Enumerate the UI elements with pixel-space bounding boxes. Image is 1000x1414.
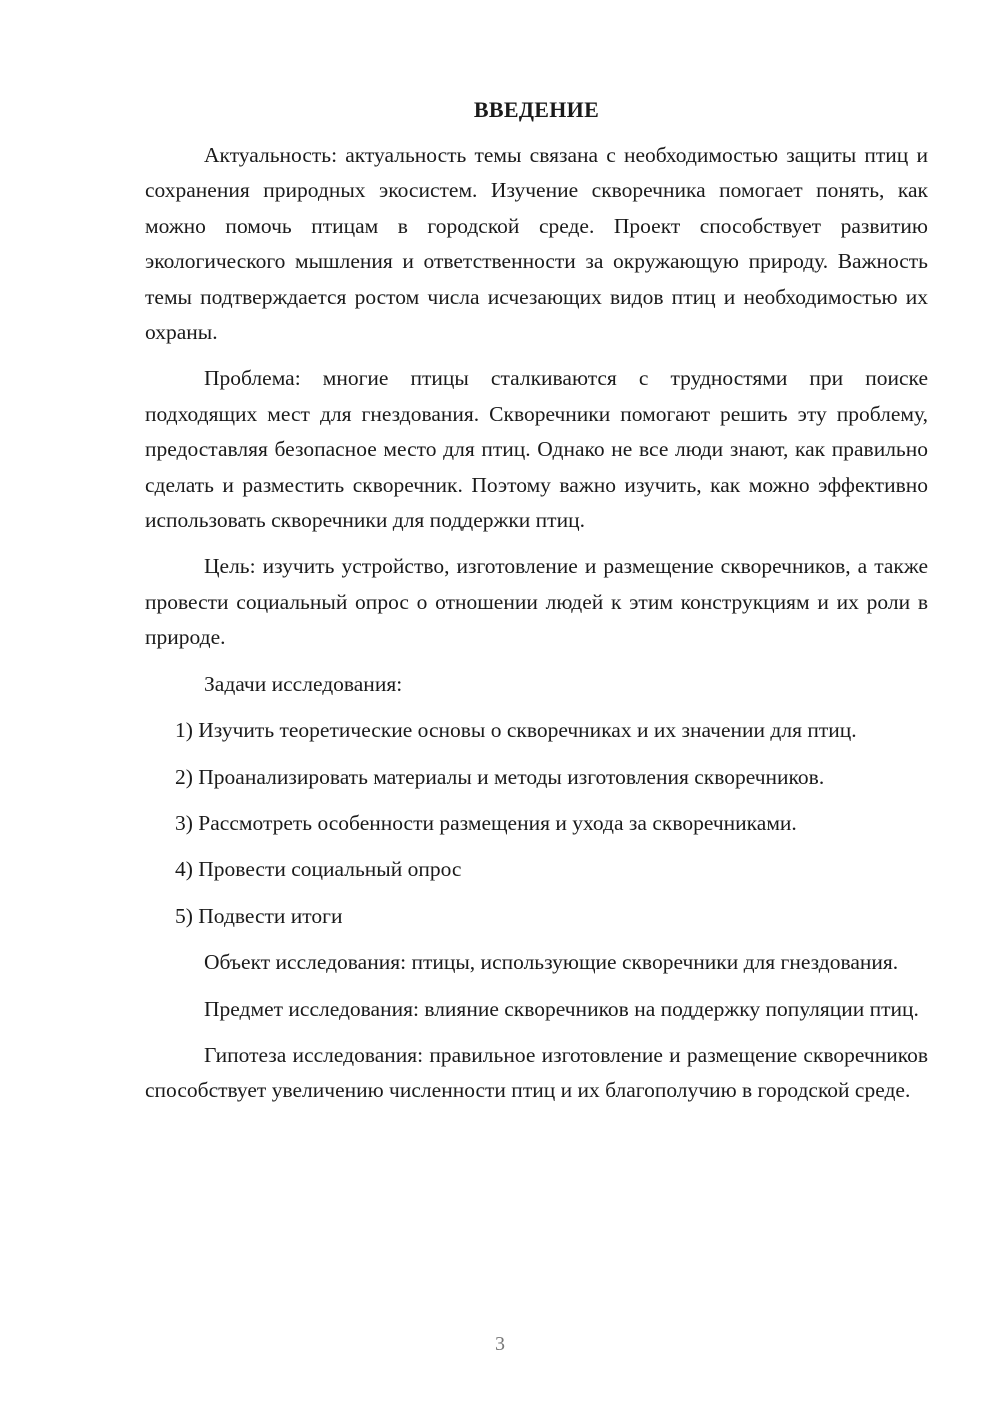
task-item-5: 5) Подвести итоги: [175, 903, 343, 928]
task-item-4: 4) Провести социальный опрос: [175, 857, 462, 882]
task-item-3: 3) Рассмотреть особенности размещения и ухода за скворечниками.: [175, 810, 797, 835]
paragraph-goal: Цель: изучить устройство, изготовление и размещение скворечников, а также провести социальный опрос о отношении людей к этим конструкциям и их роли в природе.: [145, 554, 928, 650]
document-page: [145, 92, 928, 1109]
tasks-title: Задачи исследования:: [204, 671, 403, 696]
task-item-2: 2) Проанализировать материалы и методы изготовления скворечников.: [175, 764, 825, 789]
page-number: 3: [495, 1333, 505, 1355]
paragraph-problem: Проблема: многие птицы сталкиваются с трудностями при поиске подходящих мест для гнездования. Скворечники помогают решить эту проблему, предоставляя безопасное место для птиц. Однако не все люди знают, как правильно сделать и разместить скворечник. Поэтому важно изучить, как можно эффективно использовать скворечники для поддержки птиц.: [145, 366, 928, 533]
task-item-1: 1) Изучить теоретические основы о скворечниках и их значении для птиц.: [175, 718, 857, 743]
paragraph-subject: Предмет исследования: влияние скворечников на поддержку популяции птиц.: [204, 996, 919, 1021]
paragraph-object: Объект исследования: птицы, использующие скворечники для гнездования.: [204, 950, 899, 975]
paragraph-relevance: Актуальность: актуальность темы связана с необходимостью защиты птиц и сохранения природных экосистем. Изучение скворечника помогает понять, как можно помочь птицам в городской среде. Проект способствует развитию экологического мышления и ответственности за окружающую природу. Важность темы подтверждается ростом числа исчезающих видов птиц и необходимостью их охраны.: [145, 143, 928, 345]
document-heading: ВВЕДЕНИЕ: [473, 97, 600, 122]
paragraph-hypothesis: Гипотеза исследования: правильное изготовление и размещение скворечников способствует увеличению численности птиц и их благополучию в городской среде.: [145, 1042, 928, 1103]
